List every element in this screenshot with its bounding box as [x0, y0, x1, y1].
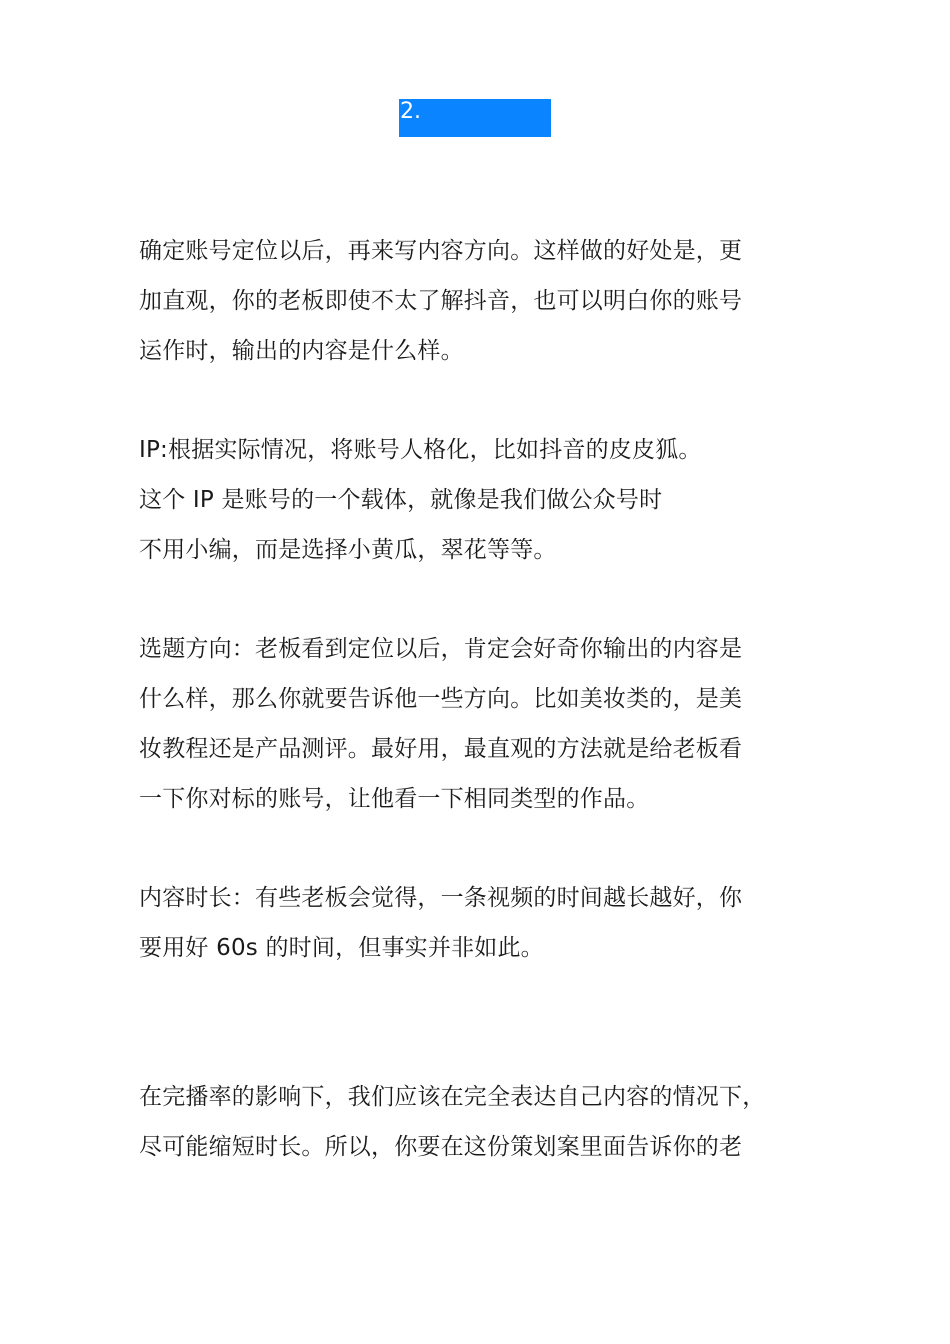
section-heading-number: 2.	[399, 99, 551, 137]
text-line: 运作时，输出的内容是什么样。	[139, 338, 464, 364]
text-line: IP:根据实际情况，将账号人格化，比如抖音的皮皮狐。	[139, 437, 702, 463]
text-line: 什么样，那么你就要告诉他一些方向。比如美妆类的，是美	[139, 686, 743, 712]
text-line: 要用好 60s 的时间，但事实并非如此。	[139, 935, 544, 961]
text-line: 内容时长：有些老板会觉得，一条视频的时间越长越好，你	[139, 885, 743, 911]
text-line: 加直观，你的老板即使不太了解抖音，也可以明白你的账号	[139, 288, 743, 314]
text-line: 一下你对标的账号，让他看一下相同类型的作品。	[139, 786, 650, 812]
text-line: 选题方向：老板看到定位以后，肯定会好奇你输出的内容是	[139, 636, 743, 662]
text-line: 尽可能缩短时长。所以，你要在这份策划案里面告诉你的老	[139, 1134, 743, 1160]
text-line: 妆教程还是产品测评。最好用，最直观的方法就是给老板看	[139, 736, 743, 762]
text-line: 在完播率的影响下，我们应该在完全表达自己内容的情况下，	[139, 1084, 766, 1110]
text-line: 确定账号定位以后，再来写内容方向。这样做的好处是，更	[139, 238, 743, 264]
text-line: 这个 IP 是账号的一个载体，就像是我们做公众号时	[139, 487, 663, 513]
text-line: 不用小编，而是选择小黄瓜，翠花等等。	[139, 537, 557, 563]
